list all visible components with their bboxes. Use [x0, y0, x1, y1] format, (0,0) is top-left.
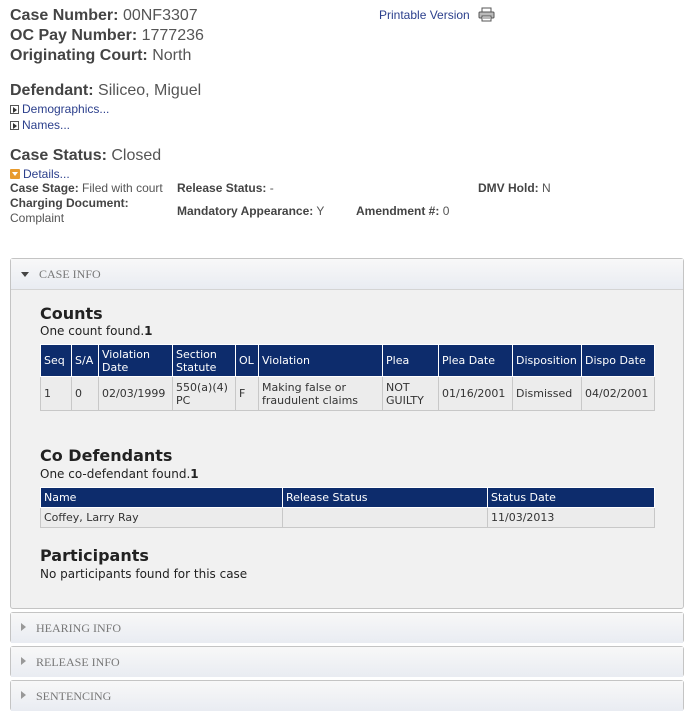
cell-dispo-date: 04/02/2001	[582, 377, 655, 411]
col-ol: OL	[236, 345, 259, 377]
case-status-line	[10, 146, 161, 166]
amendment-label: Amendment #:	[356, 204, 440, 218]
col-violation: Violation	[259, 345, 383, 377]
col-plea-date: Plea Date	[439, 345, 513, 377]
release-info-panel[interactable]	[10, 646, 684, 677]
case-info-header[interactable]	[11, 259, 683, 289]
case-number-label: Case Number:	[10, 7, 119, 24]
charging-document-label: Charging Document:	[10, 196, 129, 210]
expand-arrow-icon	[21, 623, 26, 631]
release-info-title: RELEASE INFO	[36, 655, 120, 669]
collapse-arrow-icon	[21, 272, 29, 277]
cell-sa: 0	[72, 377, 99, 411]
hearing-info-title: HEARING INFO	[36, 621, 121, 635]
case-number-line	[10, 6, 198, 26]
names-label: Names...	[22, 118, 71, 132]
col-status-date: Status Date	[488, 488, 655, 508]
expand-icon	[10, 105, 19, 114]
case-info-body	[11, 289, 683, 608]
case-info-panel	[10, 258, 684, 609]
case-status-label: Case Status:	[10, 147, 107, 164]
release-status	[177, 181, 274, 196]
expand-icon	[10, 121, 19, 130]
names-link[interactable]	[10, 117, 70, 133]
cell-co-defendant-release	[283, 508, 488, 528]
mandatory-appearance	[177, 204, 324, 219]
amendment-number	[356, 204, 449, 219]
participants-summary: No participants found for this case	[40, 567, 248, 581]
oc-pay-line	[10, 26, 204, 46]
expand-down-icon	[10, 169, 20, 179]
participants-title: Participants	[40, 546, 149, 565]
col-violation-date: Violation Date	[99, 345, 173, 377]
case-stage-value: Filed with court	[82, 181, 163, 195]
hearing-info-panel[interactable]	[10, 612, 684, 643]
sentencing-panel[interactable]	[10, 680, 684, 711]
dmv-hold-label: DMV Hold:	[478, 181, 539, 195]
oc-pay-label: OC Pay Number:	[10, 27, 138, 44]
demographics-link[interactable]	[10, 101, 109, 117]
release-info-header[interactable]	[11, 647, 683, 677]
printer-icon[interactable]	[478, 7, 495, 22]
col-release-status: Release Status	[283, 488, 488, 508]
printable-version-link[interactable]	[379, 7, 495, 23]
charging-document-value: Complaint	[10, 211, 65, 225]
counts-title: Counts	[40, 304, 103, 323]
defendant-name: Siliceo, Miguel	[98, 82, 202, 99]
cell-co-defendant-name: Coffey, Larry Ray	[41, 508, 283, 528]
cell-statute: 550(a)(4) PC	[173, 377, 236, 411]
court-label: Originating Court:	[10, 47, 148, 64]
col-plea: Plea	[383, 345, 439, 377]
details-label: Details...	[23, 167, 70, 181]
counts-table	[40, 344, 655, 411]
col-name: Name	[41, 488, 283, 508]
counts-number: 1	[144, 324, 153, 338]
co-defendants-header-row	[41, 488, 655, 508]
release-status-label: Release Status:	[177, 181, 267, 195]
co-defendants-number: 1	[190, 467, 199, 481]
case-number: 00NF3307	[122, 7, 198, 24]
case-stage	[10, 181, 163, 196]
hearing-info-header[interactable]	[11, 613, 683, 643]
table-row	[41, 508, 655, 528]
co-defendants-grid	[40, 487, 655, 528]
dmv-hold-value: N	[542, 181, 551, 195]
cell-ol: F	[236, 377, 259, 411]
court-name: North	[152, 47, 192, 64]
amendment-value: 0	[442, 204, 450, 218]
release-status-value: -	[269, 181, 274, 195]
cell-violation: Making false or fraudulent claims	[259, 377, 383, 411]
cell-violation-date: 02/03/1999	[99, 377, 173, 411]
cell-seq: 1	[41, 377, 72, 411]
case-stage-label: Case Stage:	[10, 181, 79, 195]
col-sa: S/A	[72, 345, 99, 377]
col-disposition: Disposition	[513, 345, 582, 377]
counts-header-row	[41, 345, 655, 377]
cell-co-defendant-status-date: 11/03/2013	[488, 508, 655, 528]
cell-plea-date: 01/16/2001	[439, 377, 513, 411]
sentencing-header[interactable]	[11, 681, 683, 711]
col-section-statute: Section Statute	[173, 345, 236, 377]
co-defendants-summary: One co-defendant found.1	[40, 467, 199, 481]
sentencing-title: SENTENCING	[36, 689, 112, 703]
printable-version-label: Printable Version	[379, 8, 470, 22]
case-info-title: CASE INFO	[39, 267, 101, 281]
table-row	[41, 377, 655, 411]
mandatory-appearance-label: Mandatory Appearance:	[177, 204, 314, 218]
expand-arrow-icon	[21, 657, 26, 665]
col-dispo-date: Dispo Date	[582, 345, 655, 377]
details-link[interactable]	[10, 166, 70, 182]
defendant-label: Defendant:	[10, 82, 94, 99]
counts-summary: One count found.1	[40, 324, 153, 338]
demographics-label: Demographics...	[22, 102, 110, 116]
co-defendants-title: Co Defendants	[40, 446, 173, 465]
expand-arrow-icon	[21, 691, 26, 699]
cell-plea: NOT GUILTY	[383, 377, 439, 411]
mandatory-appearance-value: Y	[316, 204, 325, 218]
oc-pay-number: 1777236	[141, 27, 204, 44]
court-line	[10, 46, 191, 66]
defendant-line	[10, 81, 201, 101]
dmv-hold	[478, 181, 551, 196]
cell-disposition: Dismissed	[513, 377, 582, 411]
col-seq: Seq	[41, 345, 72, 377]
case-status-value: Closed	[111, 147, 162, 164]
